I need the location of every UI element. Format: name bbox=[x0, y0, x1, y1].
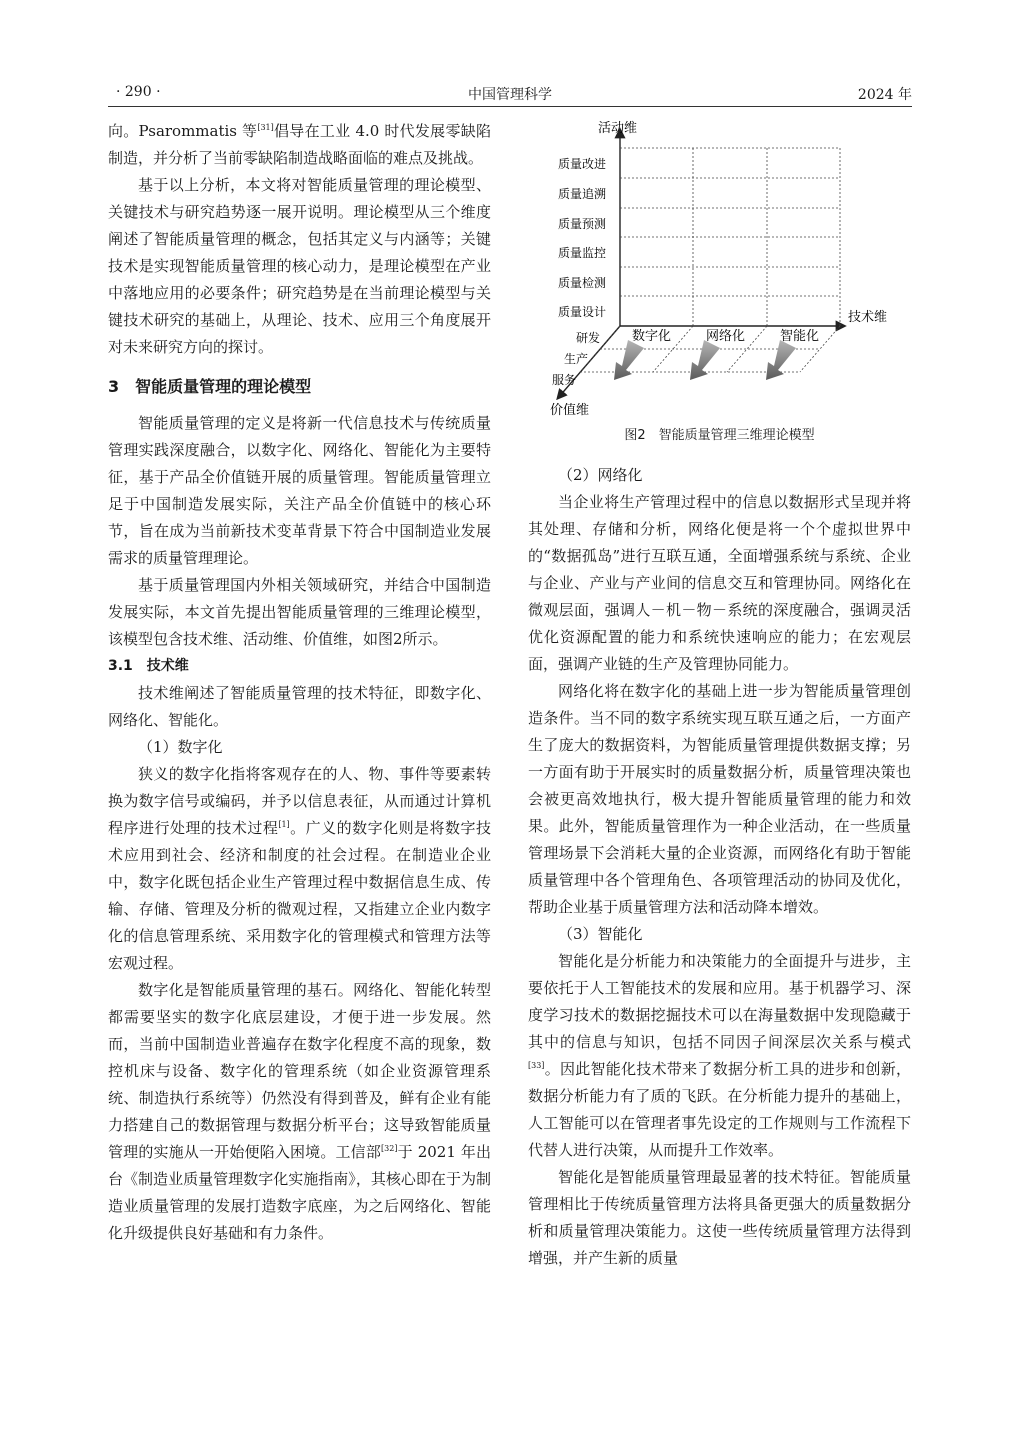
x-axis-label: 技术维 bbox=[848, 310, 888, 325]
citation: [1] bbox=[278, 820, 290, 829]
left-column bbox=[108, 118, 491, 1247]
year: 2024 年 bbox=[857, 87, 912, 103]
item-heading: （1）数字化 bbox=[138, 738, 223, 756]
technology-label: 智能化 bbox=[780, 329, 820, 344]
activity-label: 质量检测 bbox=[558, 276, 607, 290]
paragraph: 技术维阐述了智能质量管理的技术特征，即数字化、网络化、智能化。 bbox=[108, 684, 491, 729]
activity-label: 质量设计 bbox=[558, 305, 607, 319]
activity-label: 质量追溯 bbox=[558, 187, 607, 201]
activity-label: 质量改进 bbox=[558, 157, 607, 171]
paragraph: 智能质量管理的定义是将新一代信息技术与传统质量管理实践深度融合，以数字化、网络化、智能化为主要特征，基于产品全价值链开展的质量管理。智能质量管理立足于中国制造发展实际，关注产品全价值链中的核心环节，旨在成为当前新技术变革背景下符合中国制造业发展需求的质量管理理论。 bbox=[108, 414, 491, 567]
y-axis-label: 活动维 bbox=[598, 121, 638, 136]
z-axis-label: 价值维 bbox=[550, 403, 590, 418]
paragraph: 基于以上分析，本文将对智能质量管理的理论模型、关键技术与研究趋势逐一展开说明。理论模型从三个维度阐述了智能质量管理的概念，包括其定义与内涵等；关键技术是实现智能质量管理的核心动力，是理论模型在产业中落地应用的必要条件；研究趋势是在当前理论模型与关键技术研究的基础上，从理论、技术、应用三个角度展开对未来研究方向的探讨。 bbox=[108, 176, 491, 356]
paragraph: 向。Psarommatis 等[31]倡导在工业 4.0 时代发展零缺陷制造，并分析了当前零缺陷制造战略面临的难点及挑战。 bbox=[108, 122, 491, 167]
paragraph: 狭义的数字化指将客观存在的人、物、事件等要素转换为数字信号或编码，并予以信息表征，从而通过计算机程序进行处理的技术过程[1]。广义的数字化则是将数字技术应用到社会、经济和制度的社会过程。在制造业企业中，数字化既包括企业生产管理过程中数据信息生成、传输、存储、管理及分析的微观过程，又指建立企业内数字化的信息管理系统、采用数字化的管理模式和管理方法等宏观过程。 bbox=[108, 765, 491, 972]
paragraph: 智能化是分析能力和决策能力的全面提升与进步，主要依托于人工智能技术的发展和应用。基于机器学习、深度学习技术的数据挖掘技术可以在海量数据中发现隐藏于其中的信息与知识，包括不同因子间深层次关系与模式[33]。因此智能化技术带来了数据分析工具的进步和创新，数据分析能力有了质的飞跃。在分析能力提升的基础上，人工智能可以在管理者事先设定的工作规则与工作流程下代替人进行决策，从而提升工作效率。 bbox=[528, 952, 911, 1159]
arrow-icon bbox=[614, 340, 644, 380]
paragraph: 网络化将在数字化的基础上进一步为智能质量管理创造条件。当不同的数字系统实现互联互通之后，一方面产生了庞大的数据资料，为智能质量管理提供数据支撑；另一方面有助于开展实时的质量数据分析，质量管理决策也会被更高效地执行，极大提升智能质量管理的能力和效果。此外，智能质量管理作为一种企业活动，在一些质量管理场景下会消耗大量的企业资源，而网络化有助于智能质量管理中各个管理角色、各项管理活动的协同及优化，帮助企业基于质量管理方法和活动降本增效。 bbox=[528, 682, 911, 916]
item-heading: （2）网络化 bbox=[558, 466, 643, 484]
activity-label: 质量监控 bbox=[558, 246, 607, 260]
citation: [32] bbox=[381, 1144, 398, 1153]
item-heading: （3）智能化 bbox=[558, 925, 643, 943]
value-label: 研发 bbox=[576, 331, 601, 345]
paragraph: 智能化是智能质量管理最显著的技术特征。智能质量管理相比于传统质量管理方法将具备更强大的质量数据分析和质量管理决策能力。这使一些传统质量管理方法得到增强，并产生新的质量 bbox=[528, 1168, 911, 1267]
citation: [31] bbox=[257, 123, 274, 132]
paragraph: 当企业将生产管理过程中的信息以数据形式呈现并将其处理、存储和分析，网络化便是将一个个虚拟世界中的“数据孤岛”进行互联互通，全面增强系统与系统、企业与企业、产业与产业间的信息交互和管理协同。网络化在微观层面，强调人－机－物－系统的深度融合，强调灵活优化资源配置的能力和系统快速响应的能力；在宏观层面，强调产业链的生产及管理协同能力。 bbox=[528, 493, 911, 673]
paragraph: 基于质量管理国内外相关领域研究，并结合中国制造发展实际，本文首先提出智能质量管理的三维理论模型，该模型包含技术维、活动维、价值维，如图2所示。 bbox=[108, 576, 491, 648]
section-heading: 3 智能质量管理的理论模型 bbox=[108, 377, 312, 396]
subsection-heading: 3.1 技术维 bbox=[108, 658, 189, 674]
value-label: 生产 bbox=[564, 352, 589, 366]
technology-label: 数字化 bbox=[632, 329, 672, 344]
figure-3d-model bbox=[528, 118, 911, 423]
activity-label: 质量预测 bbox=[558, 217, 607, 231]
technology-label: 网络化 bbox=[706, 329, 746, 344]
right-column bbox=[528, 462, 911, 1272]
figure-caption: 图2 智能质量管理三维理论模型 bbox=[624, 428, 815, 443]
arrow-icon bbox=[766, 340, 796, 380]
citation: [33] bbox=[528, 1061, 545, 1070]
page-number: · 290 · bbox=[116, 84, 161, 100]
paragraph: 数字化是智能质量管理的基石。网络化、智能化转型都需要坚实的数字化底层建设，才便于进一步发展。然而，当前中国制造业普遍存在数字化程度不高的现象，数控机床与设备、数字化的管理系统（如企业资源管理系统、制造执行系统等）仍然没有得到普及，鲜有企业有能力搭建自己的数据管理与数据分析平台；这导致智能质量管理的实施从一开始便陷入困境。工信部[32]于 2021 年出台《制造业质量管理数字化实施指南》，其核心即在于为制造业质量管理的发展打造数字底座，为之后网络化、智能化升级提供良好基础和有力条件。 bbox=[108, 981, 491, 1242]
value-label: 服务 bbox=[552, 373, 577, 387]
page-header bbox=[108, 80, 912, 107]
journal-title: 中国管理科学 bbox=[468, 87, 552, 103]
arrow-icon bbox=[690, 340, 720, 380]
